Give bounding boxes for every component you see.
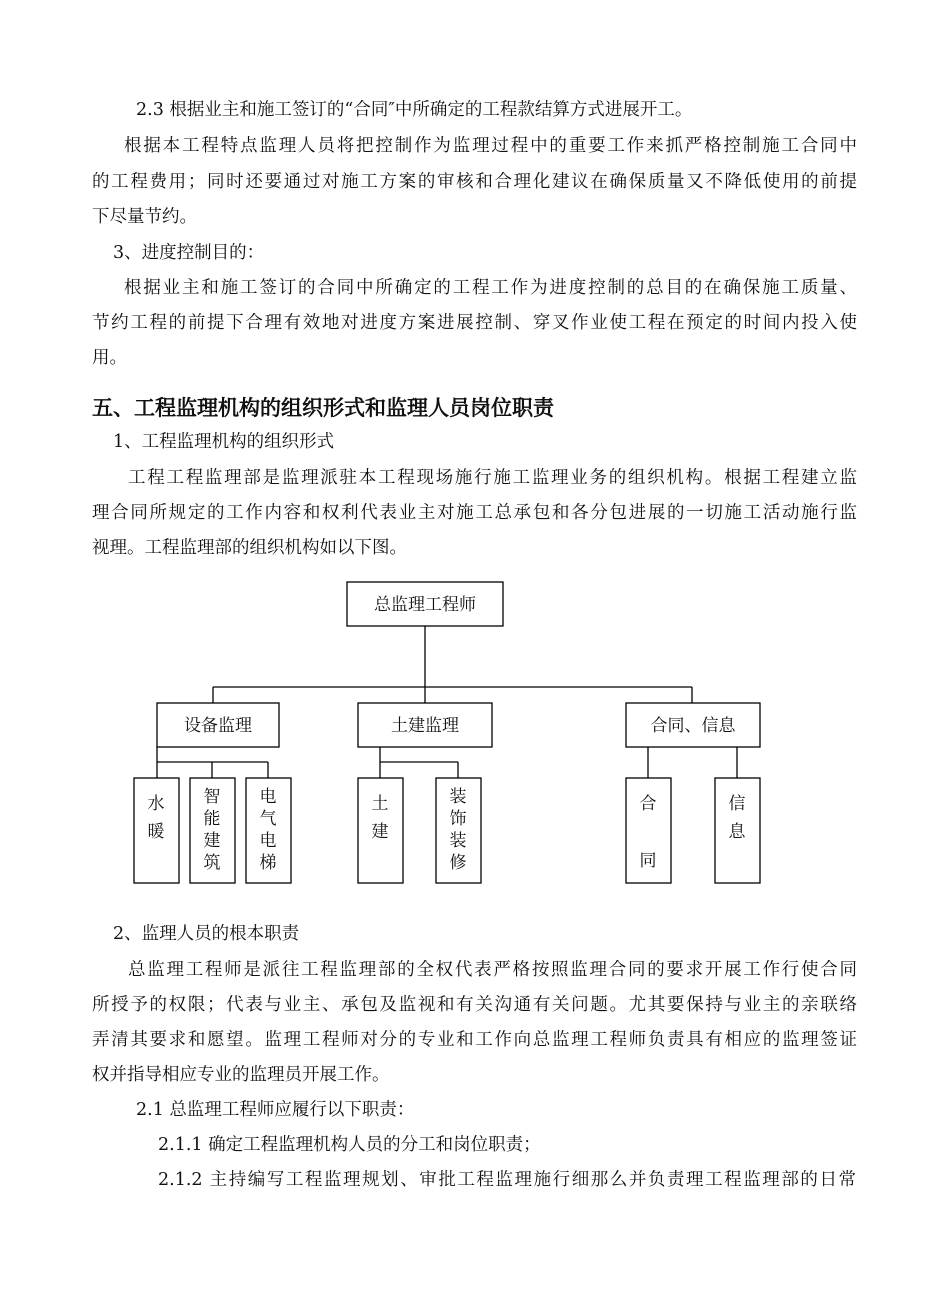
paragraph-schedule-line-1: 根据业主和施工签订的合同中所确定的工程工作为进度控制的总目的在确保施工质量、 xyxy=(124,278,857,298)
leaf-plumbing-label: 水暖 xyxy=(147,794,165,842)
subsection-1-heading: 1、工程监理机构的组织形式 xyxy=(113,432,335,452)
item-2-1: 2.1 总监理工程师应履行以下职责： xyxy=(136,1100,415,1120)
paragraph-org-line-2: 理合同所规定的工作内容和权利代表业主对施工总承包和各分包进展的一切施工活动施行监 xyxy=(92,503,857,523)
paragraph-duty-line-2: 所授予的权限；代表与业主、承包及监视和有关沟通有关问题。尤其要保持与业主的亲联络 xyxy=(92,995,857,1015)
item-2-1-2: 2.1.2 主持编写工程监理规划、审批工程监理施行细那么并负责理工程监理部的日常 xyxy=(158,1170,856,1190)
dept-contract-label: 合同、信息 xyxy=(650,716,736,736)
paragraph-2-3: 2.3 根据业主和施工签订的“合同″中所确定的工程款结算方式进展开工。 xyxy=(136,100,693,120)
paragraph-schedule-line-2: 节约工程的前提下合理有效地对进度方案进展控制、穿叉作业使工程在预定的时间内投入使 xyxy=(92,313,857,333)
paragraph-duty-line-1: 总监理工程师是派往工程监理部的全权代表严格按照监理合同的要求开展工作行使合同 xyxy=(128,960,857,980)
dept-equipment-label: 设备监理 xyxy=(184,716,252,736)
subsection-2-heading: 2、监理人员的根本职责 xyxy=(113,924,300,944)
leaf-civil-label: 土建 xyxy=(371,794,389,842)
paragraph-org-line-3: 视理。工程监理部的组织机构如以下图。 xyxy=(92,538,407,558)
paragraph-cost-line-2: 的工程费用；同时还要通过对施工方案的审核和合理化建议在确保质量又不降低使用的前提 xyxy=(92,172,857,192)
paragraph-org-line-1: 工程工程监理部是监理派驻本工程现场施行施工监理业务的组织机构。根据工程建立监 xyxy=(128,468,857,488)
leaf-smart-building-label: 智能建筑 xyxy=(203,787,221,873)
section-5-title: 五、工程监理机构的组织形式和监理人员岗位职责 xyxy=(92,396,554,420)
leaf-info-label: 信息 xyxy=(728,794,746,842)
leaf-contract-label: 合同 xyxy=(639,794,657,871)
paragraph-cost-line-3: 下尽量节约。 xyxy=(92,207,197,227)
paragraph-cost-line-1: 根据本工程特点监理人员将把控制作为监理过程中的重要工作来抓严格控制施工合同中 xyxy=(124,136,857,156)
paragraph-duty-line-3: 弄清其要求和愿望。监理工程师对分的专业和工作向总监理工程师负责具有相应的监理签证 xyxy=(92,1030,857,1050)
dept-civil-label: 土建监理 xyxy=(391,716,459,736)
org-root-label: 总监理工程师 xyxy=(374,595,476,615)
item-2-1-1: 2.1.1 确定工程监理机构人员的分工和岗位职责； xyxy=(158,1135,541,1155)
leaf-decoration-label: 装饰装修 xyxy=(449,787,467,873)
leaf-electrical-elevator-label: 电气电梯 xyxy=(259,787,277,873)
paragraph-schedule-line-3: 用。 xyxy=(92,348,127,368)
paragraph-duty-line-4: 权并指导相应专业的监理员开展工作。 xyxy=(92,1065,390,1085)
item-3-heading: 3、进度控制目的： xyxy=(113,243,265,263)
